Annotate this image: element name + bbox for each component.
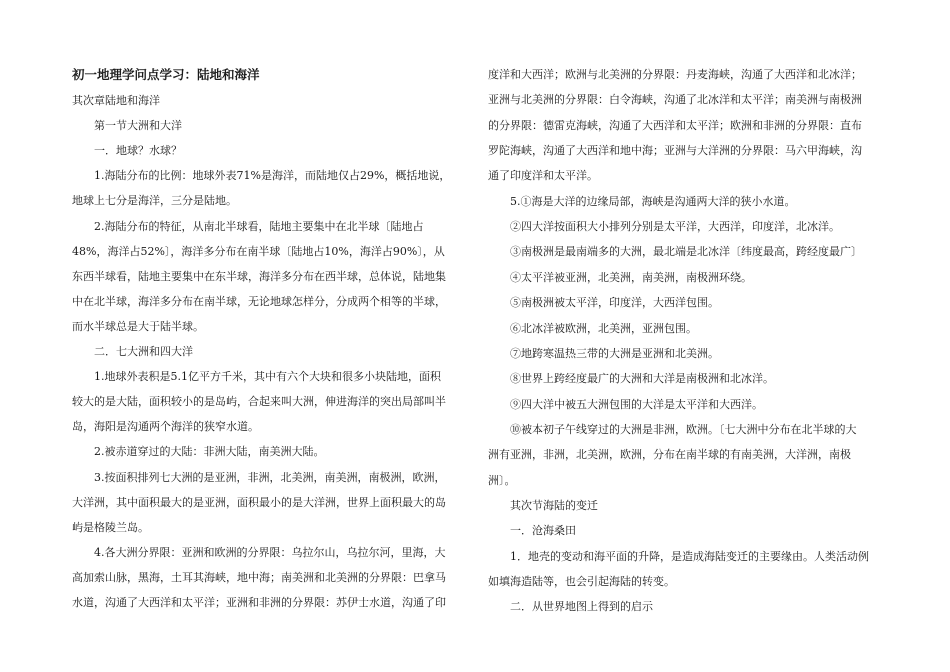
- text-line: 的分界限：德雷克海峡，沟通了大西洋和太平洋；欧洲和非洲的分界限：直布: [488, 118, 862, 132]
- text-line: 2.被赤道穿过的大陆：非洲大陆，南美洲大陆。: [94, 445, 325, 459]
- text-line: ⑤南极洲被太平洋，印度洋，大西洋包围。: [510, 296, 719, 310]
- text-line: 二．从世界地图上得到的启示: [510, 600, 653, 614]
- text-line: 一．地球？水球？: [94, 144, 182, 158]
- text-line: ⑥北冰洋被欧洲，北美洲，亚洲包围。: [510, 321, 697, 335]
- text-line: 其次章陆地和海洋: [72, 94, 160, 107]
- text-line: 屿是格陵兰岛。: [72, 520, 149, 534]
- text-line: 岛，海阳是沟通两个海洋的狭窄水道。: [72, 420, 259, 434]
- text-line: 东西半球看，陆地主要集中在东半球，海洋多分布在西半球，总体说，陆地集: [72, 269, 446, 283]
- text-line: ⑨四大洋中被五大洲包围的大洋是太平洋和大西洋。: [510, 397, 763, 411]
- text-line: 4.各大洲分界限：亚洲和欧洲的分界限：乌拉尔山，乌拉尔河，里海，大: [94, 545, 446, 559]
- text-line: 3.按面积排列七大洲的是亚洲，非洲，北美洲，南美洲，南极洲，欧洲，: [94, 470, 446, 484]
- text-line: ②四大洋按面积大小排列分别是太平洋，大西洋，印度洋，北冰洋。: [510, 220, 840, 234]
- text-line: 2.海陆分布的特征，从南北半球看，陆地主要集中在北半球〔陆地占: [94, 219, 424, 233]
- text-line: ⑧世界上跨经度最广的大洲和大洋是南极洲和北冰洋。: [510, 372, 774, 386]
- text-line: 1.海陆分布的比例：地球外表71%是海洋，而陆地仅占29%，概括地说，: [94, 169, 451, 183]
- text-line: 其次节海陆的变迁: [510, 498, 598, 512]
- text-line: 亚洲与北美洲的分界限：白令海峡，沟通了北冰洋和太平洋；南美洲与南极洲: [488, 93, 862, 107]
- text-line: ⑦地跨寒温热三带的大洲是亚洲和北美洲。: [510, 346, 719, 360]
- text-line: ⑩被本初子午线穿过的大洲是非洲，欧洲。〔七大洲中分布在北半球的大: [510, 422, 857, 436]
- text-line: 1.地球外表积是5.1亿平方千米，其中有六个大块和很多小块陆地，面积: [94, 370, 441, 384]
- text-line: 洲有亚洲，非洲，北美洲，欧洲，分布在南半球的有南美洲，大洋洲，南极: [488, 448, 851, 462]
- text-line: 较大的是大陆，面积较小的是岛屿，合起来叫大洲，伸进海洋的突出局部叫半: [72, 395, 446, 409]
- text-line: 高加索山脉，黑海，土耳其海峡，地中海；南美洲和北美洲的分界限：巴拿马: [72, 570, 446, 584]
- text-line: ④太平洋被亚洲，北美洲，南美洲，南极洲环绕。: [510, 270, 752, 284]
- text-line: 48%，海洋占52%〕，海洋多分布在南半球〔陆地占10%，海洋占90%〕，从: [72, 244, 445, 258]
- text-line: 通了印度洋和太平洋。: [488, 169, 598, 183]
- text-line: 5.①海是大洋的边缘局部，海峡是沟通两大洋的狭小水道。: [510, 194, 796, 208]
- text-line: 大洋洲，其中面积最大的是亚洲，面积最小的是大洋洲，世界上面积最大的岛: [72, 495, 446, 509]
- text-line: 而水半球总是大于陆半球。: [72, 319, 204, 333]
- text-line: 度洋和大西洋；欧洲与北美洲的分界限：丹麦海峡，沟通了大西洋和北冰洋；: [488, 68, 862, 81]
- text-line: 第一节大洲和大洋: [94, 119, 182, 133]
- text-line: 洲〕。: [488, 473, 516, 487]
- text-line: ③南极洲是最南端多的大洲，最北端是北冰洋〔纬度最高，跨经度最广〕: [510, 245, 862, 259]
- text-line: 二．七大洲和四大洋: [94, 345, 193, 358]
- text-line: 水道，沟通了大西洋和太平洋；亚洲和非洲的分界限：苏伊士水道，沟通了印: [72, 596, 446, 609]
- document-title: 初一地理学问点学习：陆地和海洋: [72, 67, 260, 82]
- text-line: 一．沧海桑田: [510, 524, 576, 538]
- text-line: 1．地壳的变动和海平面的升降，是造成海陆变迁的主要缘由。人类活动例: [510, 549, 869, 563]
- text-line: 如填海造陆等，也会引起海陆的转变。: [488, 575, 675, 588]
- text-line: 罗陀海峡，沟通了大西洋和地中海；亚洲与大洋洲的分界限：马六甲海峡，沟: [488, 144, 862, 158]
- text-line: 中在北半球，海洋多分布在南半球，无论地球怎样分，分成两个相等的半球，: [72, 294, 446, 308]
- text-line: 地球上七分是海洋，三分是陆地。: [72, 194, 237, 208]
